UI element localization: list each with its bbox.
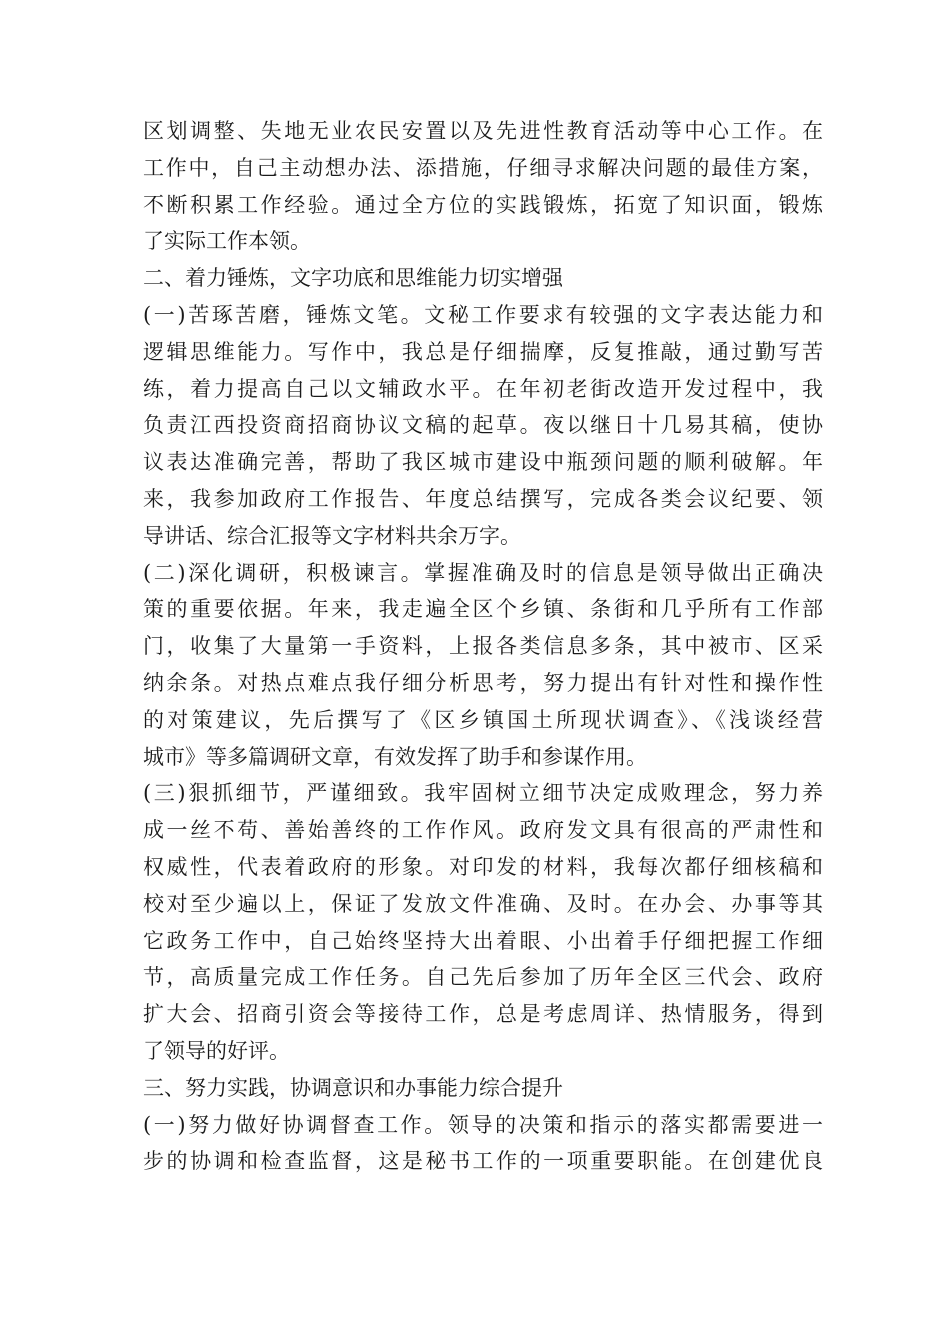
text-line: 扩大会、招商引资会等接待工作，总是考虑周详、热情服务，得到 — [143, 1002, 823, 1027]
text-line: 来，我参加政府工作报告、年度总结撰写，完成各类会议纪要、领 — [143, 486, 823, 511]
text-line: 三、努力实践，协调意识和办事能力综合提升 — [143, 1075, 563, 1100]
text-line: 策的重要依据。年来，我走遍全区个乡镇、条街和几乎所有工作部 — [143, 597, 823, 622]
text-line: 节，高质量完成工作任务。自己先后参加了历年全区三代会、政府 — [143, 965, 823, 990]
text-line: 了实际工作本领。 — [143, 229, 311, 254]
text-line: 成一丝不苟、善始善终的工作作风。政府发文具有很高的严肃性和 — [143, 818, 823, 843]
text-line: 权威性，代表着政府的形象。对印发的材料，我每次都仔细核稿和 — [143, 854, 823, 879]
text-line: 逻辑思维能力。写作中，我总是仔细揣摩，反复推敲，通过勤写苦 — [143, 339, 823, 364]
text-line: (一)苦琢苦磨，锤炼文笔。文秘工作要求有较强的文字表达能力和 — [143, 302, 823, 327]
text-line: 工作中，自己主动想办法、添措施，仔细寻求解决问题的最佳方案， — [143, 155, 823, 180]
text-line: 议表达准确完善，帮助了我区城市建设中瓶颈问题的顺利破解。年 — [143, 450, 823, 475]
text-line: 了领导的好评。 — [143, 1038, 290, 1063]
text-line: 校对至少遍以上，保证了发放文件准确、及时。在办会、办事等其 — [143, 891, 823, 916]
text-line: 的对策建议，先后撰写了《区乡镇国土所现状调查》、《浅谈经营 — [143, 707, 823, 732]
text-line: 步的协调和检查监督，这是秘书工作的一项重要职能。在创建优良 — [143, 1149, 823, 1174]
text-line: (二)深化调研，积极谏言。掌握准确及时的信息是领导做出正确决 — [143, 560, 823, 585]
document-body — [143, 113, 823, 1180]
text-line: 导讲话、综合汇报等文字材料共余万字。 — [143, 523, 521, 548]
text-line: 二、着力锤炼，文字功底和思维能力切实增强 — [143, 266, 563, 291]
text-line: 练，着力提高自己以文辅政水平。在年初老街改造开发过程中，我 — [143, 376, 823, 401]
text-line: 不断积累工作经验。通过全方位的实践锻炼，拓宽了知识面，锻炼 — [143, 192, 823, 217]
text-line: (三)狠抓细节，严谨细致。我牢固树立细节决定成败理念，努力养 — [143, 781, 823, 806]
text-line: 城市》等多篇调研文章，有效发挥了助手和参谋作用。 — [143, 744, 647, 769]
text-line: 它政务工作中，自己始终坚持大出着眼、小出着手仔细把握工作细 — [143, 928, 823, 953]
text-line: 门，收集了大量第一手资料，上报各类信息多条，其中被市、区采 — [143, 634, 823, 659]
text-line: 负责江西投资商招商协议文稿的起草。夜以继日十几易其稿，使协 — [143, 413, 823, 438]
text-line: 区划调整、失地无业农民安置以及先进性教育活动等中心工作。在 — [143, 119, 823, 143]
text-line: 纳余条。对热点难点我仔细分析思考，努力提出有针对性和操作性 — [143, 670, 823, 695]
text-line: (一)努力做好协调督查工作。领导的决策和指示的落实都需要进一 — [143, 1112, 823, 1137]
